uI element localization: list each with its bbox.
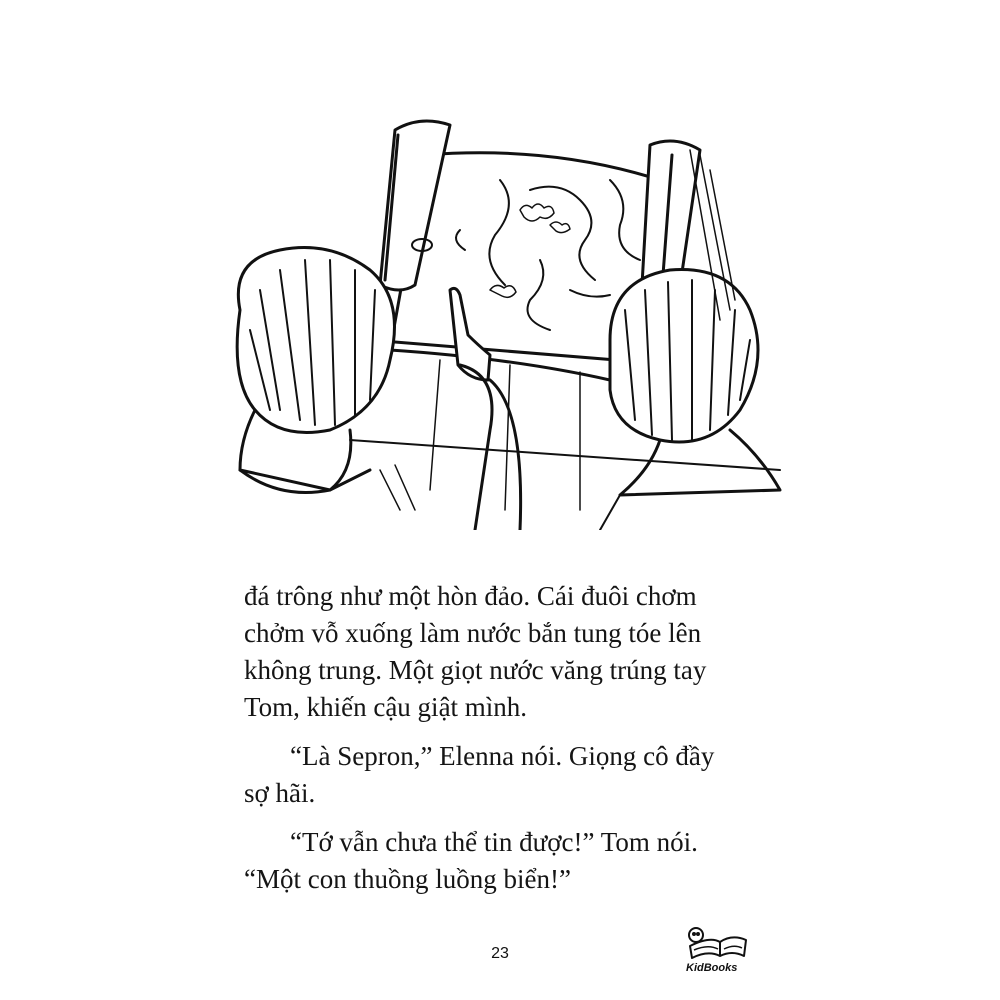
text-line: Tom, khiến cậu giật mình. (244, 692, 528, 722)
text-line: chởm vỗ xuống làm nước bắn tung tóe lên (244, 618, 702, 648)
illustration-kids-reading-map (220, 110, 800, 530)
paragraph (244, 738, 764, 812)
story-text (244, 578, 764, 898)
text-line: “Một con thuồng luồng biển!” (244, 864, 571, 894)
text-line: không trung. Một giọt nước văng trúng tay (244, 655, 707, 685)
paragraph (244, 824, 764, 898)
text-line: “Tớ vẫn chưa thể tin được!” Tom nói. (290, 827, 698, 857)
page-number: 23 (491, 945, 509, 962)
text-line: sợ hãi. (244, 778, 316, 808)
text-line: “Là Sepron,” Elenna nói. Giọng cô đầy (290, 741, 715, 771)
publisher-logo-text: KidBooks (686, 962, 738, 974)
paragraph (244, 578, 764, 726)
text-line: đá trông như một hòn đảo. Cái đuôi chơm (244, 581, 697, 611)
